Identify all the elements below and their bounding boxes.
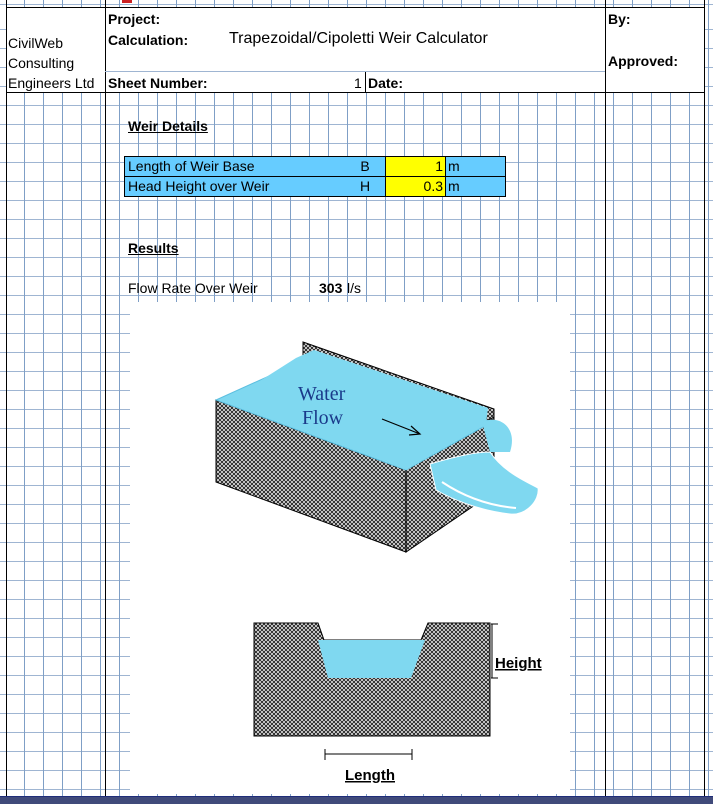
company-name-line1: CivilWeb xyxy=(8,35,63,51)
column-divider-right xyxy=(605,0,606,797)
column-divider-left xyxy=(105,0,106,797)
head-height-input[interactable]: 0.3 xyxy=(385,177,446,196)
project-label: Project: xyxy=(108,11,161,27)
length-dimension-icon xyxy=(325,749,412,760)
weir-3d-illustration xyxy=(216,342,538,552)
company-name-line3: Engineers Ltd xyxy=(8,75,95,91)
company-name-line2: Consulting xyxy=(8,55,75,71)
sheet-number-value[interactable]: 1 xyxy=(354,75,362,91)
base-length-symbol: B xyxy=(360,158,370,174)
water-flow-text-line2: Flow xyxy=(302,407,344,429)
flow-rate-unit: l/s xyxy=(347,280,361,296)
height-label: Height xyxy=(495,655,542,672)
weir-diagram xyxy=(130,302,570,794)
header-bottom-line xyxy=(6,92,705,93)
weir-details-table xyxy=(124,156,506,197)
cell-marker xyxy=(122,0,132,3)
date-label: Date: xyxy=(368,75,404,91)
flow-rate-value: 303 xyxy=(319,280,343,296)
head-height-symbol: H xyxy=(359,178,371,194)
water-flow-text-line1: Water xyxy=(298,383,346,405)
window-frame-bottom xyxy=(0,797,713,804)
calculation-value[interactable]: Trapezoidal/Cipoletti Weir Calculator xyxy=(229,30,488,47)
head-height-unit: m xyxy=(446,177,505,196)
header-top-line xyxy=(6,7,705,8)
base-length-input[interactable]: 1 xyxy=(385,157,446,176)
head-height-label: Head Height over Weir xyxy=(125,177,385,196)
length-label: Length xyxy=(345,767,395,784)
flow-rate-label: Flow Rate Over Weir xyxy=(128,280,258,296)
date-divider xyxy=(365,72,366,92)
base-length-label: Length of Weir Base xyxy=(125,157,385,176)
base-length-unit: m xyxy=(446,157,505,176)
calculation-label: Calculation: xyxy=(108,32,189,48)
left-border xyxy=(6,0,7,797)
sheet-number-label: Sheet Number: xyxy=(108,75,208,91)
weir-cross-section xyxy=(254,623,542,784)
by-label: By: xyxy=(608,11,631,27)
approved-label: Approved: xyxy=(608,53,678,69)
results-heading: Results xyxy=(128,240,179,256)
weir-details-heading: Weir Details xyxy=(128,118,208,134)
sheet-number-line xyxy=(105,71,605,72)
right-border xyxy=(704,0,705,797)
